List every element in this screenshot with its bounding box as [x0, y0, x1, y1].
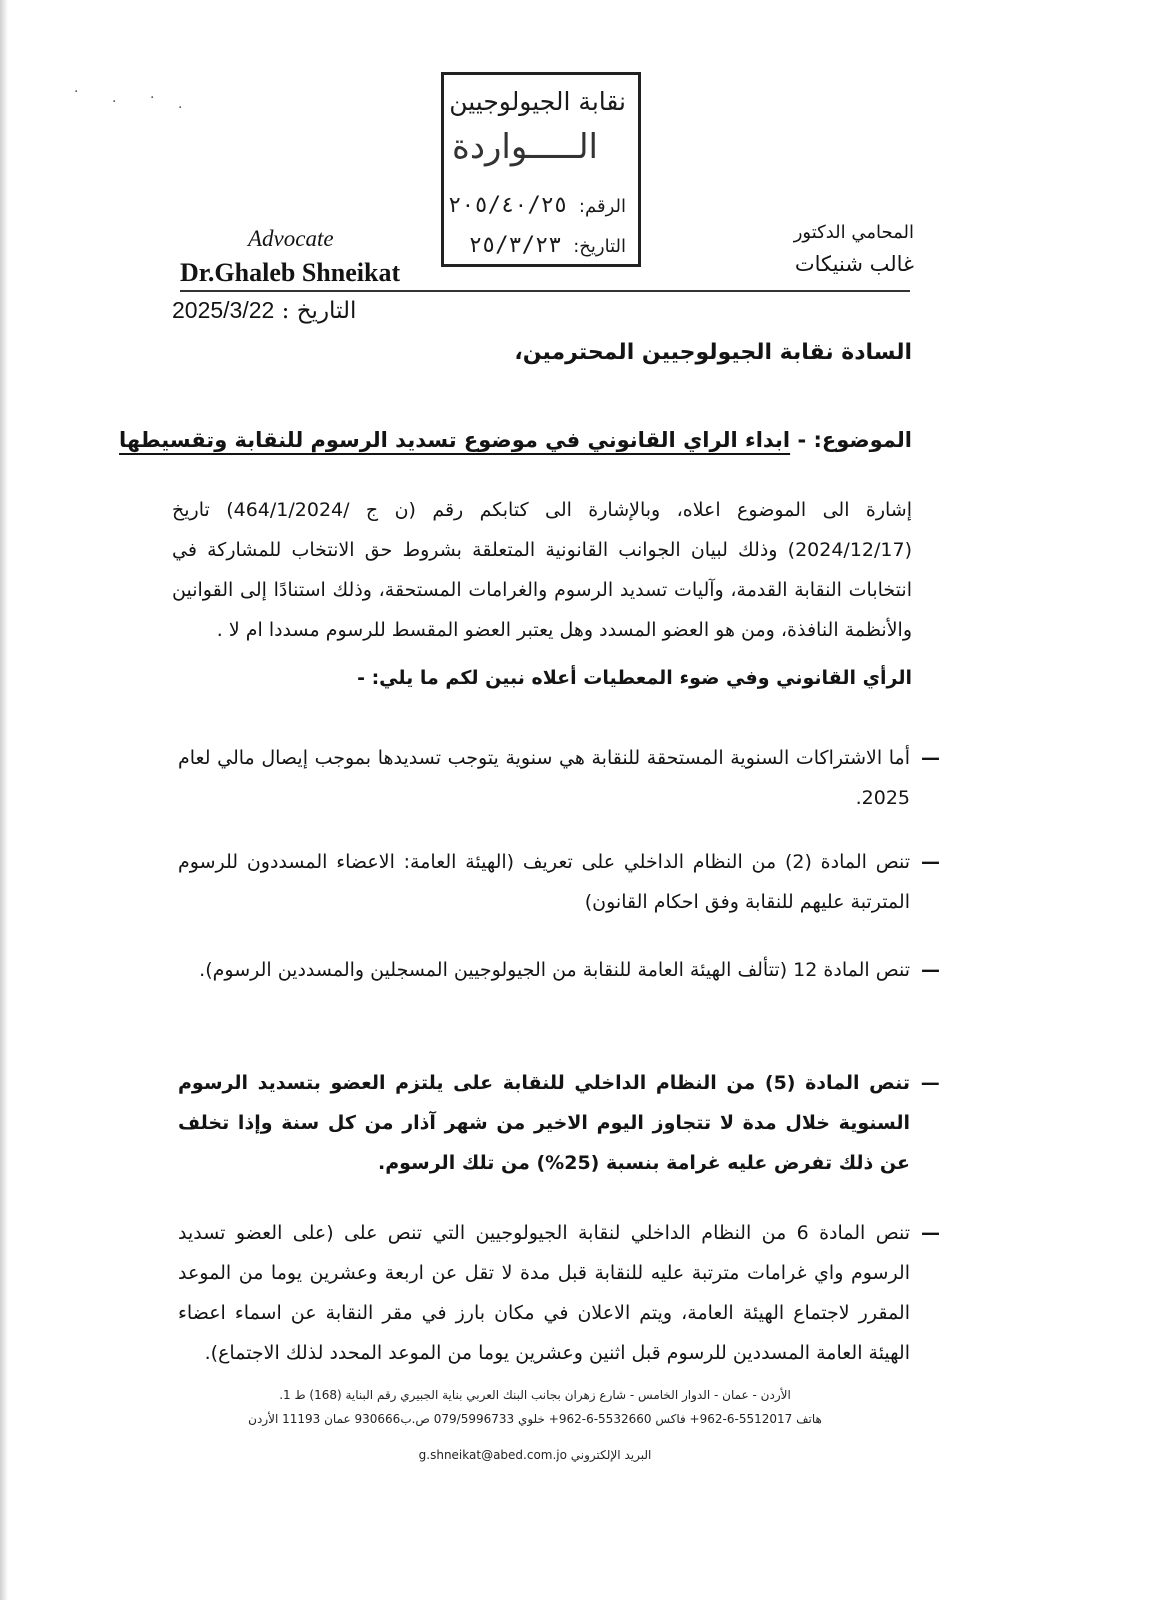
footer-email: g.shneikat@abed.com.jo: [418, 1448, 567, 1462]
list-item-text: تنص المادة (5) من النظام الداخلي للنقابة على يلتزم العضو بتسديد الرسوم السنوية خلال مدة لا تتجاوز اليوم الاخير من شهر آذار من كل سنة وإذا تخلف عن ذلك تفرض عليه غرامة بنسبة (25%) من تلك الرسوم.: [178, 1072, 910, 1174]
footer-email-label: البريد الإلكتروني: [570, 1448, 652, 1462]
stamp-number-value: ٢٠٥/٤٠/٢٥: [447, 193, 568, 218]
greeting: السادة نقابة الجيولوجيين المحترمين،: [514, 340, 912, 365]
incoming-stamp: [441, 72, 641, 267]
bullet-dash: —: [921, 959, 940, 981]
stamp-org-name: نقابة الجيولوجيين: [449, 87, 626, 116]
list-item-text: تنص المادة 12 (تتألف الهيئة العامة للنقابة من الجيولوجيين المسجلين والمسددين الرسوم).: [199, 959, 910, 981]
stamp-date-row: [469, 233, 626, 258]
legal-opinion-lead: الرأي القانوني وفي ضوء المعطيات أعلاه نبين لكم ما يلي: -: [357, 667, 912, 689]
advocate-label: Advocate: [248, 226, 334, 251]
scan-edge-shadow: [0, 0, 8, 1600]
list-item: [178, 738, 940, 818]
stamp-date-value: ٢٥/٣/٢٣: [468, 233, 562, 258]
scan-speck: ·: [150, 90, 155, 106]
bullet-dash: —: [921, 1222, 940, 1244]
list-item: [178, 950, 940, 990]
footer-address: الأردن - عمان - الدوار الخامس - شارع زهران بجانب البنك العربي بناية الجبيري رقم البناية (168) ط 1.: [279, 1388, 791, 1402]
list-item: [178, 842, 940, 922]
list-item-text: تنص المادة (2) من النظام الداخلي على تعريف (الهيئة العامة: الاعضاء المسددون للرسوم المترتبة عليهم للنقابة وفق احكام القانون): [178, 851, 910, 913]
stamp-date-label: التاريخ:: [573, 236, 626, 257]
stamp-number-label: الرقم:: [578, 196, 626, 217]
subject-line: [119, 420, 912, 460]
letter-date: [172, 297, 356, 324]
scan-speck: ·: [74, 84, 79, 100]
bullet-dash: —: [920, 1072, 940, 1094]
lawyer-name-ar: غالب شنيكات: [794, 252, 914, 276]
list-item-text: تنص المادة 6 من النظام الداخلي لنقابة الجيولوجيين التي تنص على (على العضو تسديد الرسوم واي غرامات مترتبة عليه للنقابة قبل مدة لا تقل عن اربعة وعشرين يوما من الموعد المقرر لاجتماع الهيئة العامة، ويتم الاعلان في مكان بارز في مقر النقابة عن اسماء اعضاء الهيئة العامة المسددين للرسوم قبل اثنين وعشرين يوما من الموعد المحدد لذلك الاجتماع).: [178, 1222, 910, 1364]
subject-text: ابداء الراي القانوني في موضوع تسديد الرسوم للنقابة وتقسيطها: [119, 428, 791, 452]
stamp-number-row: [448, 193, 626, 218]
scan-speck: ·: [112, 94, 117, 110]
list-item: [178, 1063, 940, 1183]
letterhead-divider: [180, 290, 910, 292]
list-item-text: أما الاشتراكات السنوية المستحقة للنقابة هي سنوية يتوجب تسديدها بموجب إيصال مالي لعام 2025.: [178, 747, 910, 809]
intro-paragraph: إشارة الى الموضوع اعلاه، وبالإشارة الى كتابكم رقم (ن ج /464/1/2024) تاريخ (2024/12/17) وذلك لبيان الجوانب القانونية المتعلقة بشروط حق الانتخاب للمشاركة في انتخابات النقابة القدمة، وآليات تسديد الرسوم والغرامات المستحقة، وذلك استنادًا إلى القوانين والأنظمة النافذة، ومن هو العضو المسدد وهل يعتبر العضو المقسط للرسوم مسددا ام لا .: [172, 499, 912, 641]
bullet-dash: —: [921, 747, 940, 769]
date-label: التاريخ :: [281, 298, 357, 324]
scan-speck: ·: [178, 100, 183, 116]
date-value: 2025/3/22: [172, 297, 275, 323]
subject-label: الموضوع: -: [797, 428, 912, 452]
footer-phones: هاتف 5512017-6-962+ فاكس 5532660-6-962+ خلوي 079/5996733 ص.ب930666 عمان 11193 الأردن: [248, 1412, 822, 1426]
lawyer-name-en: Dr.Ghaleb Shneikat: [180, 258, 401, 287]
stamp-incoming-label: الـــــواردة: [452, 127, 598, 167]
bullet-dash: —: [921, 851, 940, 873]
lawyer-title-ar: المحامي الدكتور: [793, 222, 914, 243]
footer-email-row: [190, 1448, 880, 1462]
list-item: [178, 1213, 940, 1373]
